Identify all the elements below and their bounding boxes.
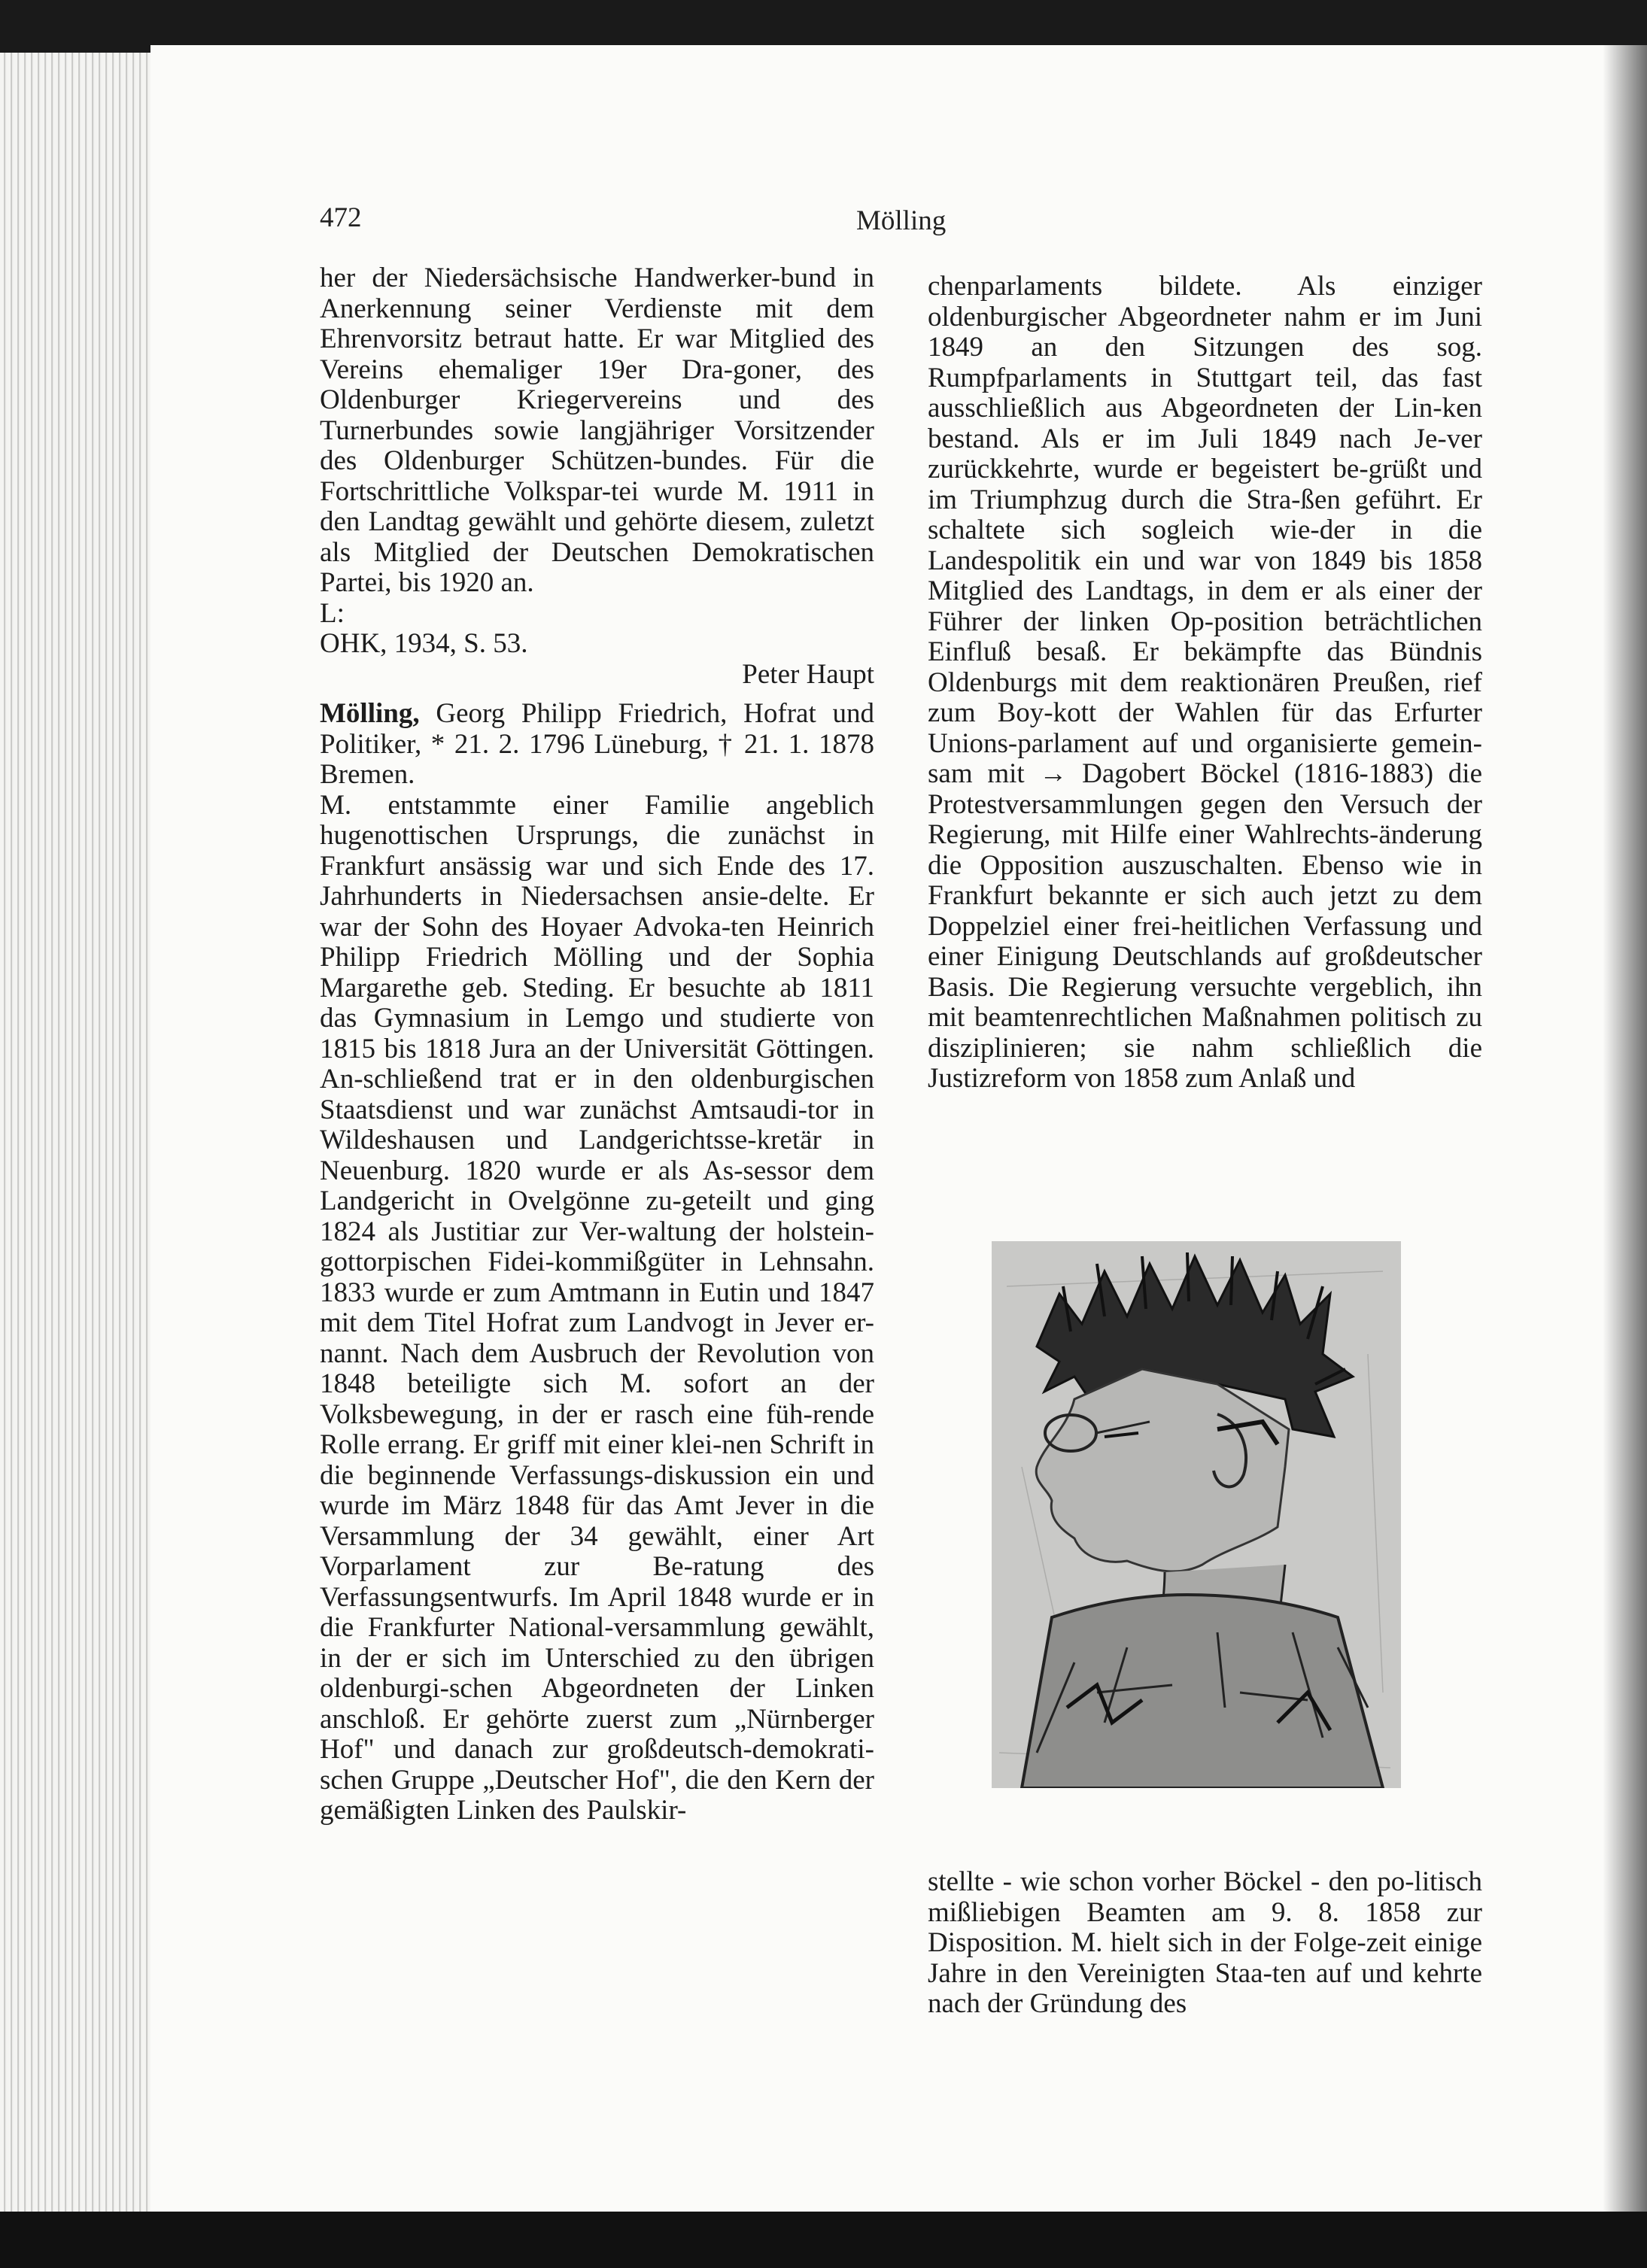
entry-body-text: M. entstammte einer Familie angeblich hugenottischen Ursprungs, die zunächst in Frankfurt ansässig war und sich Ende des 17. Jahrhunderts in Niedersachsen ansie-delte. Er war der Sohn des Hoyaer Advoka-ten Heinrich Philipp Friedrich Mölling und der Sophia Margarethe geb. Steding. Er besuchte ab 1811 das Gymnasium in Lemgo und studierte von 1815 bis 1818 Jura an der Universität Göttingen. An-schließend trat er in den oldenburgischen Staatsdienst und war zunächst Amtsaudi-tor in Wildeshausen und Landgerichtsse-kretär in Neuenburg. 1820 wurde er als As-sessor dem Landgericht in Ovelgönne zu-geteilt und ging 1824 als Justitiar zur Ver-waltung der holstein-gottorpischen Fidei-kommißgüter in Lehnsahn. 1833 wurde er zum Amtmann in Eutin und 1847 mit dem Titel Hofrat zum Landvogt in Jever er-nannt. Nach dem Ausbruch der Revolution von 1848 beteiligte sich M. sofort an der Volksbewegung, in der er rasch eine füh-rende Rolle errang. Er griff mit einer klei-nen Schrift in die beginnende Verfassungs-diskussion ein und wurde im März 1848 für das Amt Jever in die Versammlung der 34 gewählt, einer Art Vorparlament zur Be-ratung des Verfassungsentwurfs. Im April 1848 wurde er in die Frankfurter National-versammlung gewählt, in der er sich im Unterschied zu den übrigen oldenburgi-schen Abgeordneten der Linken anschloß. Er gehörte zuerst zum „Nürnberger Hof" und danach zur großdeutsch-demokrati-schen Gruppe „Deutscher Hof", die den Kern der gemäßigten Linken des Paulskir- [320,789,874,1826]
page-number: 472 [320,202,362,233]
scan-background [0,2212,1647,2268]
right-column-after-image [928,1867,1482,2020]
previous-entry-continuation: her der Niedersächsische Handwerker-bund in Anerkennung seiner Verdienste mit dem Ehrenvorsitz betraut hatte. Er war Mitglied des Vereins ehemaliger 19er Dra-goner, des Oldenburger Kriegervereins und des Turnerbundes sowie langjähriger Vorsitzender des Oldenburger Schützen-bundes. Für die Fortschrittliche Volkspar-tei wurde M. 1911 in den Landtag gewählt und gehörte diesem, zuletzt als Mitglied der Deutschen Demokratischen Partei, bis 1920 an. [320,263,874,598]
page-gutter-shadow [1603,45,1647,2227]
author-signature: Peter Haupt [742,658,874,690]
entry-body-after-image: stellte - wie schon vorher Böckel - den po-litisch mißliebigen Beamten am 9. 8. 1858 zur Disposition. M. hielt sich in der Folge-zeit einige Jahre in den Vereinigten Staa-ten auf und kehrte nach der Gründung des [928,1866,1482,2019]
entry-biographical-data: Georg Philipp Friedrich, Hofrat und Politiker, * 21. 2. 1796 Lüneburg, † 21. 1. 1878 Bremen. [320,698,874,790]
entry-lemma: Mölling, [320,698,420,729]
literature-reference: OHK, 1934, S. 53. [320,628,528,659]
portrait-illustration [992,1241,1401,1788]
left-column [320,263,874,1826]
running-head: Mölling [856,205,947,236]
literature-label: L: [320,597,345,629]
entry-body-continued: chenparlaments bildete. Als einziger oldenburgischer Abgeordneter nahm er im Juni 1849 an den Sitzungen des sog. Rumpfparlaments in Stuttgart teil, das fast ausschließlich aus Abgeordneten der Lin-ken bestand. Als er im Juli 1849 nach Je-ver zurückkehrte, wurde er begeistert be-grüßt und im Triumphzug durch die Stra-ßen geführt. Er schaltete sich sogleich wie-der in die Landespolitik ein und war von 1849 bis 1858 Mitglied des Landtags, in dem er als einer der Führer der linken Op-position beträchtlichen Einfluß besaß. Er bekämpfte das Bündnis Oldenburgs mit dem reaktionären Preußen, rief zum Boy-kott der Wahlen für das Erfurter Unions-parlament auf und organisierte gemein-sam mit → Dagobert Böckel (1816-1883) die Protestversammlungen gegen den Versuch der Regierung, mit Hilfe einer Wahlrechts-änderung die Opposition auszuschalten. Ebenso wie in Frankfurt bekannte er sich auch jetzt zu dem Doppelziel einer frei-heitlichen Verfassung und einer Einigung Deutschlands auf großdeutscher Basis. Die Regierung versuchte vergeblich, ihn mit beamtenrechtlichen Maßnahmen politisch zu disziplinieren; sie nahm schließlich die Justizreform von 1858 zum Anlaß und [928,271,1482,1094]
entry-heading [320,699,874,791]
right-column [928,272,1482,1095]
book-page-edges [0,53,158,2227]
portrait-sketch [992,1241,1401,1788]
